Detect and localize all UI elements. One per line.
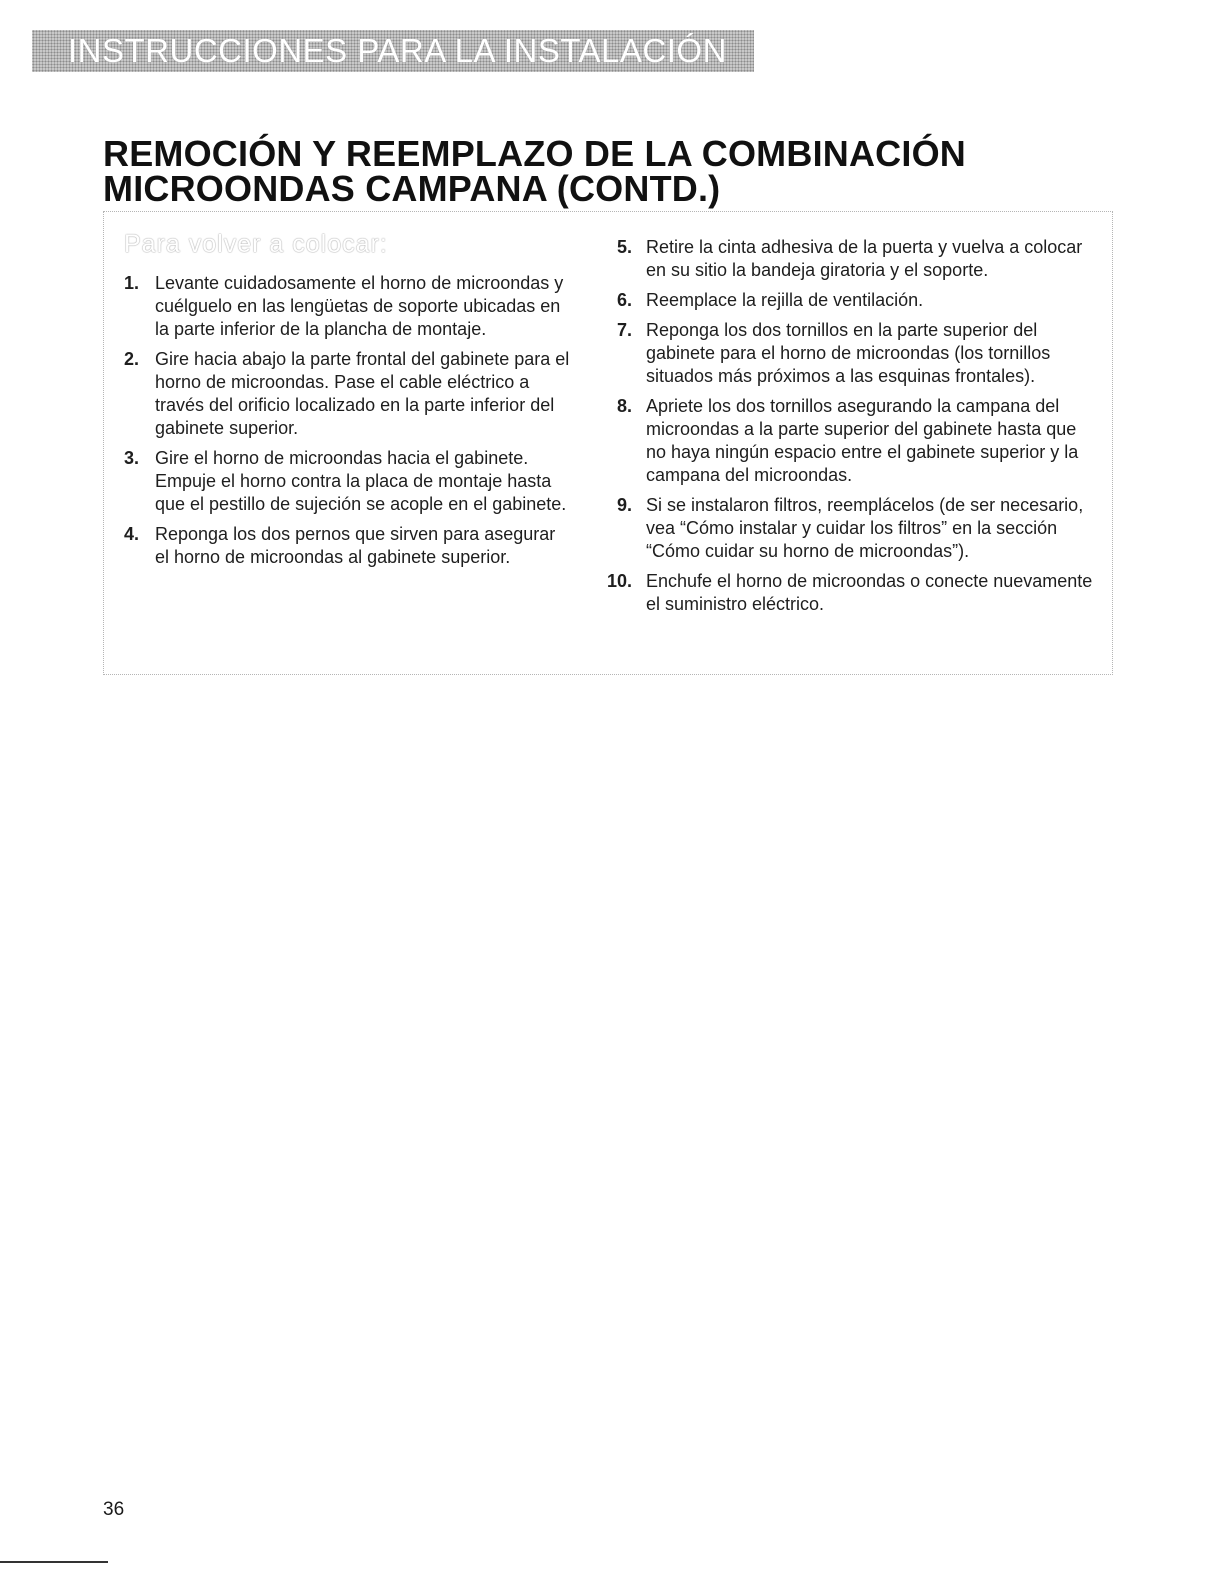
step-item-8	[614, 395, 1094, 487]
step-number: 3.	[124, 448, 140, 468]
step-text: Si se instalaron filtros, reemplácelos (de ser necesario, vea “Cómo instalar y cuidar los filtros” en la sección “Cómo cuidar su horno de microondas”).	[646, 495, 1084, 561]
step-item-6	[614, 289, 1094, 312]
step-number: 9.	[616, 495, 632, 515]
step-text: Apriete los dos tornillos asegurando la campana del microondas a la parte superior del gabinete hasta que no haya ningún espacio entre el gabinete superior y la campana del microondas.	[646, 396, 1079, 485]
footer-rule	[0, 1561, 108, 1563]
step-number: 10.	[606, 571, 632, 591]
steps-list-right	[606, 236, 1094, 623]
step-text: Enchufe el horno de microondas o conecte nuevamente el suministro eléctrico.	[646, 571, 1093, 614]
step-number: 6.	[616, 290, 632, 310]
step-text: Reemplace la rejilla de ventilación.	[646, 290, 924, 310]
step-number: 5.	[616, 237, 632, 257]
step-number: 7.	[616, 320, 632, 340]
step-item-10	[606, 570, 1094, 616]
step-item-2	[124, 348, 574, 440]
step-text: Levante cuidadosamente el horno de microondas y cuélguelo en las lengüetas de soporte ubicadas en la parte inferior de la plancha de montaje.	[155, 273, 564, 339]
step-number: 8.	[616, 396, 632, 416]
page-title	[103, 133, 1103, 209]
step-item-5	[614, 236, 1094, 282]
page-title-line-1: REMOCIÓN Y REEMPLAZO DE LA COMBINACIÓN	[103, 133, 966, 174]
steps-list-left	[124, 272, 574, 576]
step-text: Retire la cinta adhesiva de la puerta y vuelva a colocar en su sitio la bandeja giratoria y el soporte.	[646, 237, 1083, 280]
step-number: 1.	[124, 273, 140, 293]
step-text: Reponga los dos pernos que sirven para asegurar el horno de microondas al gabinete superior.	[155, 524, 556, 567]
step-item-9	[614, 494, 1094, 563]
step-text: Gire el horno de microondas hacia el gabinete. Empuje el horno contra la placa de montaje hasta que el pestillo de sujeción se acople en el gabinete.	[155, 448, 567, 514]
section-header-band	[32, 30, 754, 72]
step-item-4	[124, 523, 574, 569]
step-number: 4.	[124, 524, 140, 544]
step-item-1	[124, 272, 574, 341]
instructions-subheading: Para volver a colocar:	[124, 230, 388, 258]
page-title-line-2: MICROONDAS CAMPANA (CONTD.)	[103, 168, 721, 209]
step-item-7	[614, 319, 1094, 388]
step-text: Reponga los dos tornillos en la parte superior del gabinete para el horno de microondas (los tornillos situados más próximos a las esquinas frontales).	[646, 320, 1051, 386]
page-number: 36	[103, 1499, 125, 1520]
section-header-label: INSTRUCCIONES PARA LA INSTALACIÓN	[68, 32, 727, 69]
step-number: 2.	[124, 349, 140, 369]
step-text: Gire hacia abajo la parte frontal del gabinete para el horno de microondas. Pase el cable eléctrico a través del orificio localizado en la parte inferior del gabinete superior.	[155, 349, 570, 438]
step-item-3	[124, 447, 574, 516]
